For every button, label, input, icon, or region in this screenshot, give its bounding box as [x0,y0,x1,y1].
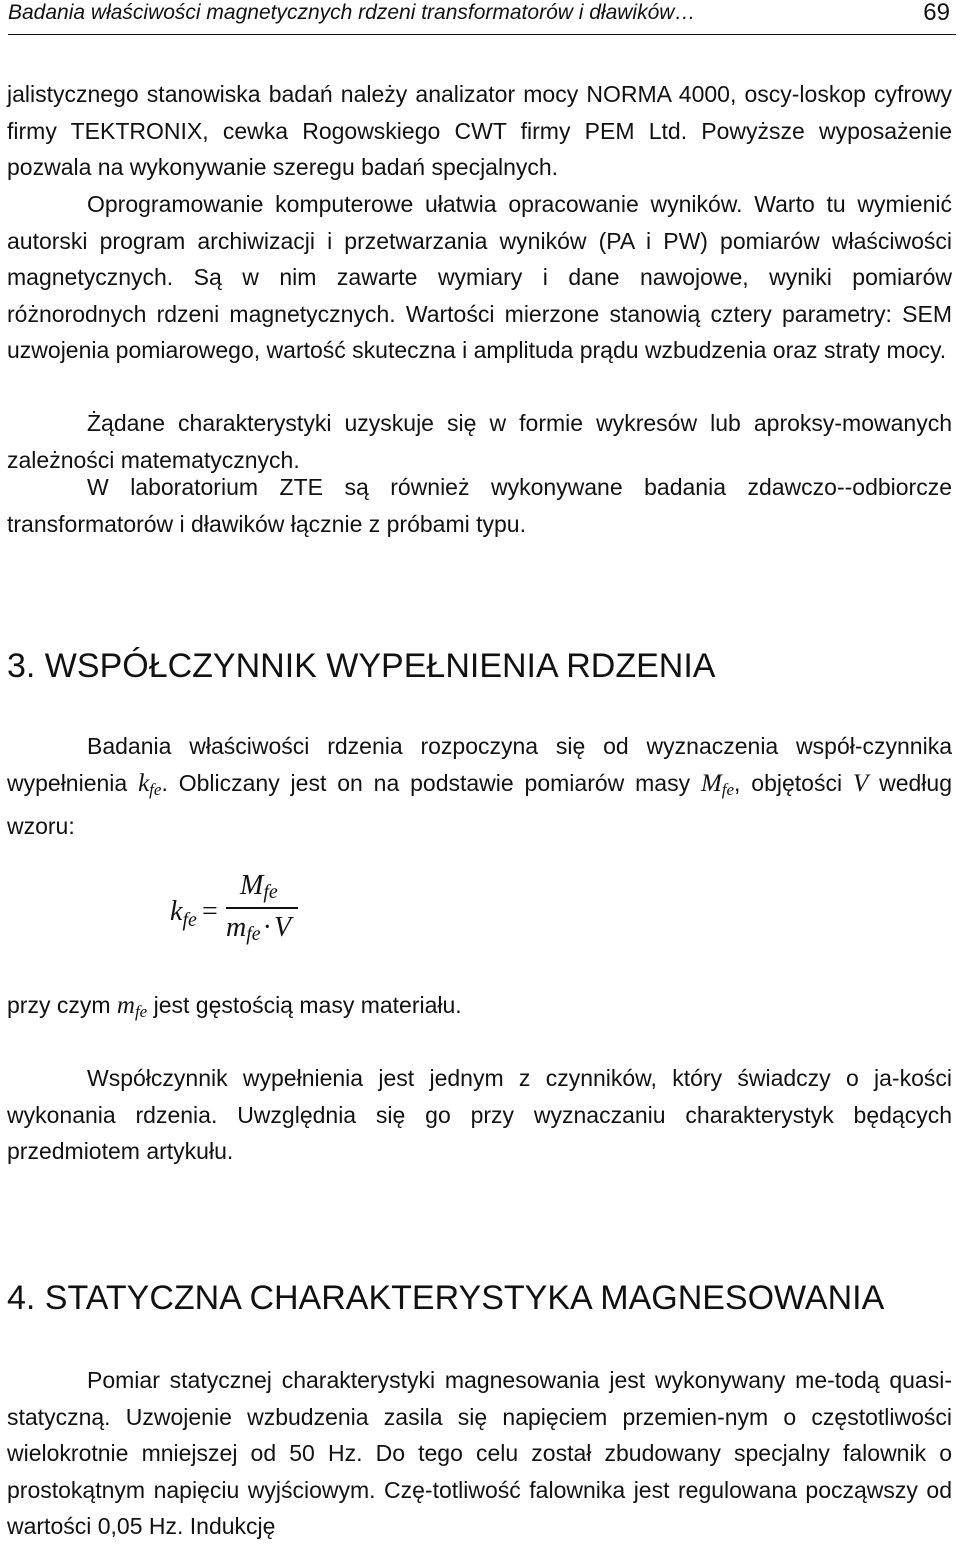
formula-equals: = [202,896,218,927]
intro-paragraph-1: jalistycznego stanowiska badań należy analizator mocy NORMA 4000, oscy-loskop cyfrowy firmy TEKTRONIX, cewka Rogowskiego CWT firmy PEM Ltd. Powyższe wyposażenie pozwala na wykonywanie szeregu badań specjalnych. [7,81,952,181]
running-header [8,0,956,35]
section-4-paragraph-1: Pomiar statycznej charakterystyki magnesowania jest wykonywany me-todą quasi-statyczną. Uzwojenie wzbudzenia zasila się napięciem przemien-nym o częstotliwości wielokrotnie mniejszej od 50 Hz. Do tego celu został zbudowany specjalny falownik o prostokątnym napięciu wyjściowym. Czę-totliwość falownika jest regulowana począwszy od wartości 0,05 Hz. Indukcję [7,1367,952,1540]
section-3-heading: 3. WSPÓŁCZYNNIK WYPEŁNIENIA RDZENIA [7,647,716,685]
running-title: Badania właściwości magnetycznych rdzeni transformatorów i dławików… [8,1,696,24]
section-4-heading: 4. STATYCZNA CHARAKTERYSTYKA MAGNESOWANIA [7,1279,885,1317]
symbol-V: V [852,769,869,797]
symbol-M: M [700,769,722,797]
symbol-k: k [138,769,150,797]
intro-paragraph-4: W laboratorium ZTE są również wykonywane badania zdawczo--odbiorcze transformatorów i dławików łącznie z próbami typu. [7,474,952,537]
fraction-bar [226,907,298,909]
formula-lhs: $k_{fe}$ [170,896,197,931]
section-3-paragraph-2: przy czym $m_{fe}$ jest gęstością masy materiału. [7,992,462,1021]
section-3-paragraph-3: Współczynnik wypełnienia jest jednym z czynników, który świadczy o ja-kości wykonania rdzenia. Uwzględnia się go przy wyznaczaniu charakterystyk będących przedmiotem artykułu. [7,1065,952,1165]
fill-factor-formula [160,866,380,956]
section-3-paragraph-1: Badania właściwości rdzenia rozpoczyna się od wyznaczenia współ-czynnika wypełnienia $k_{fe}$. Obliczany jest on na podstawie pomiarów masy $M_{fe}$, objętości V według wzoru: [7,733,952,840]
formula-denominator: $m_{fe}\cdot V$ [226,912,292,945]
formula-numerator: $M_{fe}$ [240,870,278,903]
intro-paragraph-2: Oprogramowanie komputerowe ułatwia opracowanie wyników. Warto tu wymienić autorski program archiwizacji i przetwarzania wyników (PA i PW) pomiarów właściwości magnetycznych. Są w nim zawarte wymiary i dane nawojowe, wyniki pomiarów różnorodnych rdzeni magnetycznych. Wartości mierzone stanowią cztery parametry: SEM uzwojenia pomiarowego, wartość skuteczna i amplituda prądu wzbudzenia oraz straty mocy. [7,191,952,364]
intro-paragraph-3: Żądane charakterystyki uzyskuje się w formie wykresów lub aproksy-mowanych zależności matematycznych. [7,410,952,473]
page-number: 69 [923,0,950,26]
